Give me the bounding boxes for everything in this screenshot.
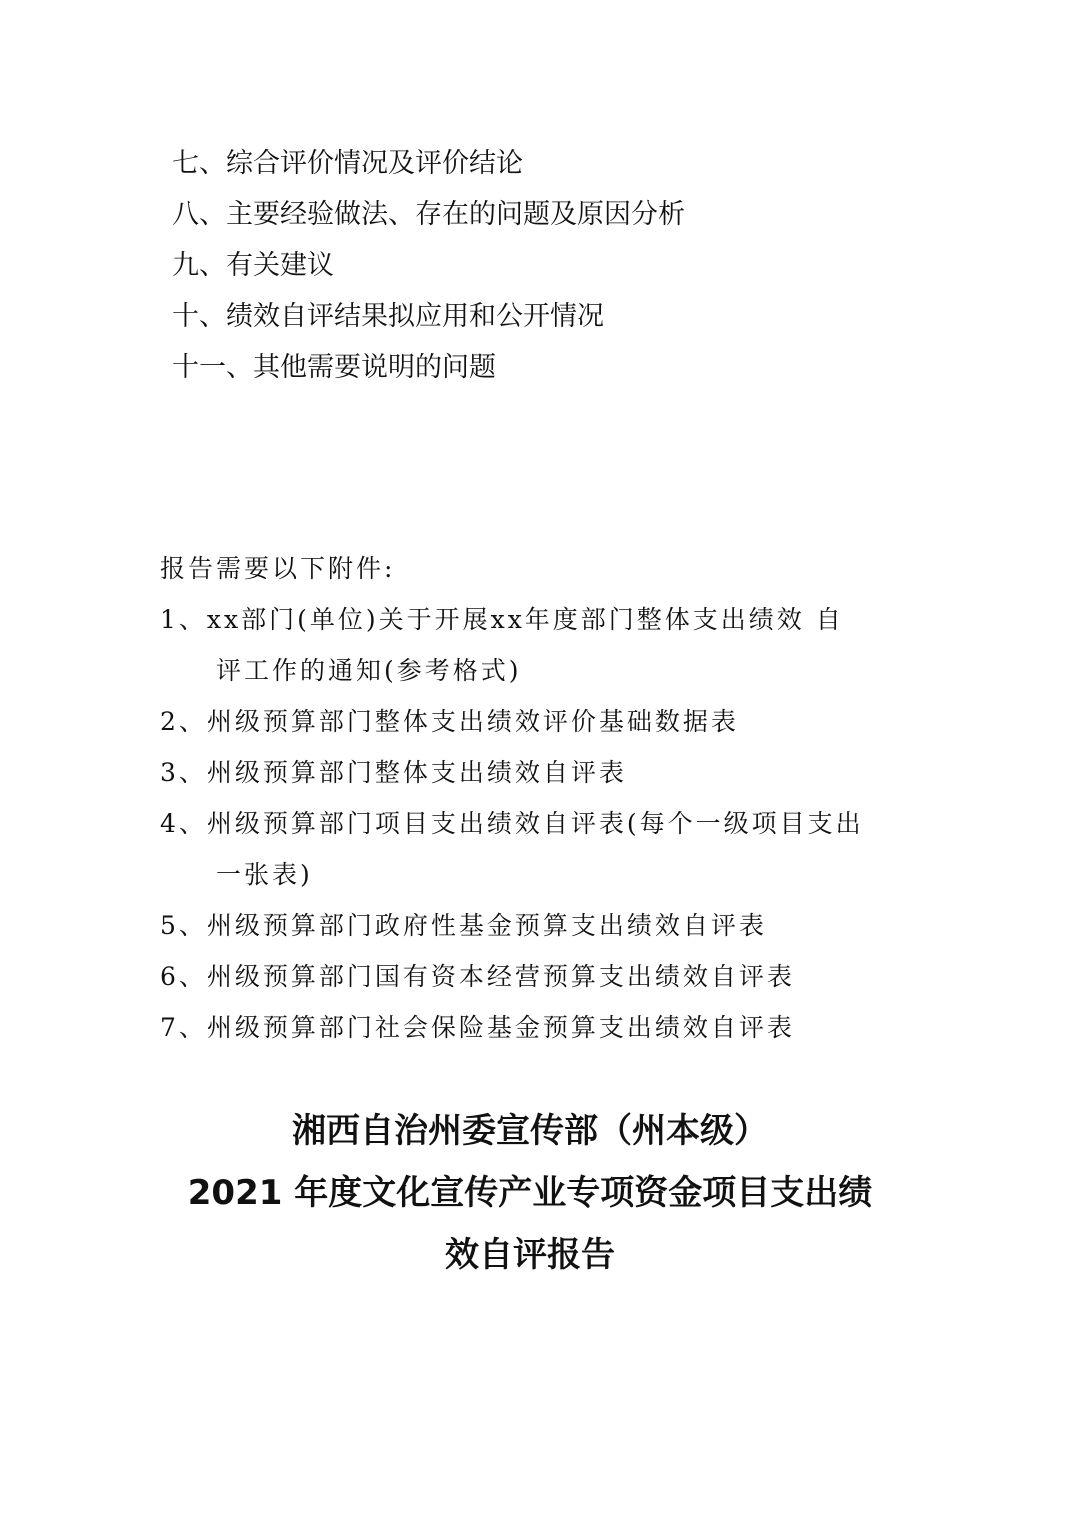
report-title-line3: 效自评报告 (445, 1235, 615, 1275)
attachment-item-1-line2: 评工作的通知(参考格式) (216, 656, 522, 685)
report-title (60, 1100, 1000, 1286)
outline-item-10: 十、绩效自评结果拟应用和公开情况 (172, 301, 604, 332)
attachment-item-3 (160, 747, 950, 798)
attachments-heading: 报告需要以下附件: (160, 554, 396, 583)
attachment-item-1 (160, 594, 950, 696)
attachment-item-1-line1: 1、xx部门(单位)关于开展xx年度部门整体支出绩效 自 (160, 605, 844, 634)
attachment-item-4 (160, 798, 950, 900)
attachment-item-2-line1: 2、州级预算部门整体支出绩效评价基础数据表 (160, 707, 739, 736)
attachment-item-5-line1: 5、州级预算部门政府性基金预算支出绩效自评表 (160, 911, 767, 940)
attachment-item-7 (160, 1002, 950, 1053)
report-title-line2: 2021 年度文化宣传产业专项资金项目支出绩 (187, 1173, 873, 1213)
attachment-item-4-line2: 一张表) (216, 860, 313, 889)
attachment-item-2 (160, 696, 950, 747)
attachment-item-6-line1: 6、州级预算部门国有资本经营预算支出绩效自评表 (160, 962, 795, 991)
outline-item-11: 十一、其他需要说明的问题 (172, 352, 496, 383)
outline-item-7: 七、综合评价情况及评价结论 (172, 148, 523, 179)
attachment-item-3-line1: 3、州级预算部门整体支出绩效自评表 (160, 758, 627, 787)
attachment-item-4-line1: 4、州级预算部门项目支出绩效自评表(每个一级项目支出 (160, 809, 864, 838)
outline-item-8: 八、主要经验做法、存在的问题及原因分析 (172, 199, 685, 230)
attachment-item-6 (160, 951, 950, 1002)
attachment-item-7-line1: 7、州级预算部门社会保险基金预算支出绩效自评表 (160, 1013, 795, 1042)
report-title-line1: 湘西自治州委宣传部（州本级） (292, 1111, 768, 1151)
attachment-item-5 (160, 900, 950, 951)
outline-item-9: 九、有关建议 (172, 250, 334, 281)
attachments-section (160, 543, 950, 1053)
outline-list (172, 138, 972, 393)
